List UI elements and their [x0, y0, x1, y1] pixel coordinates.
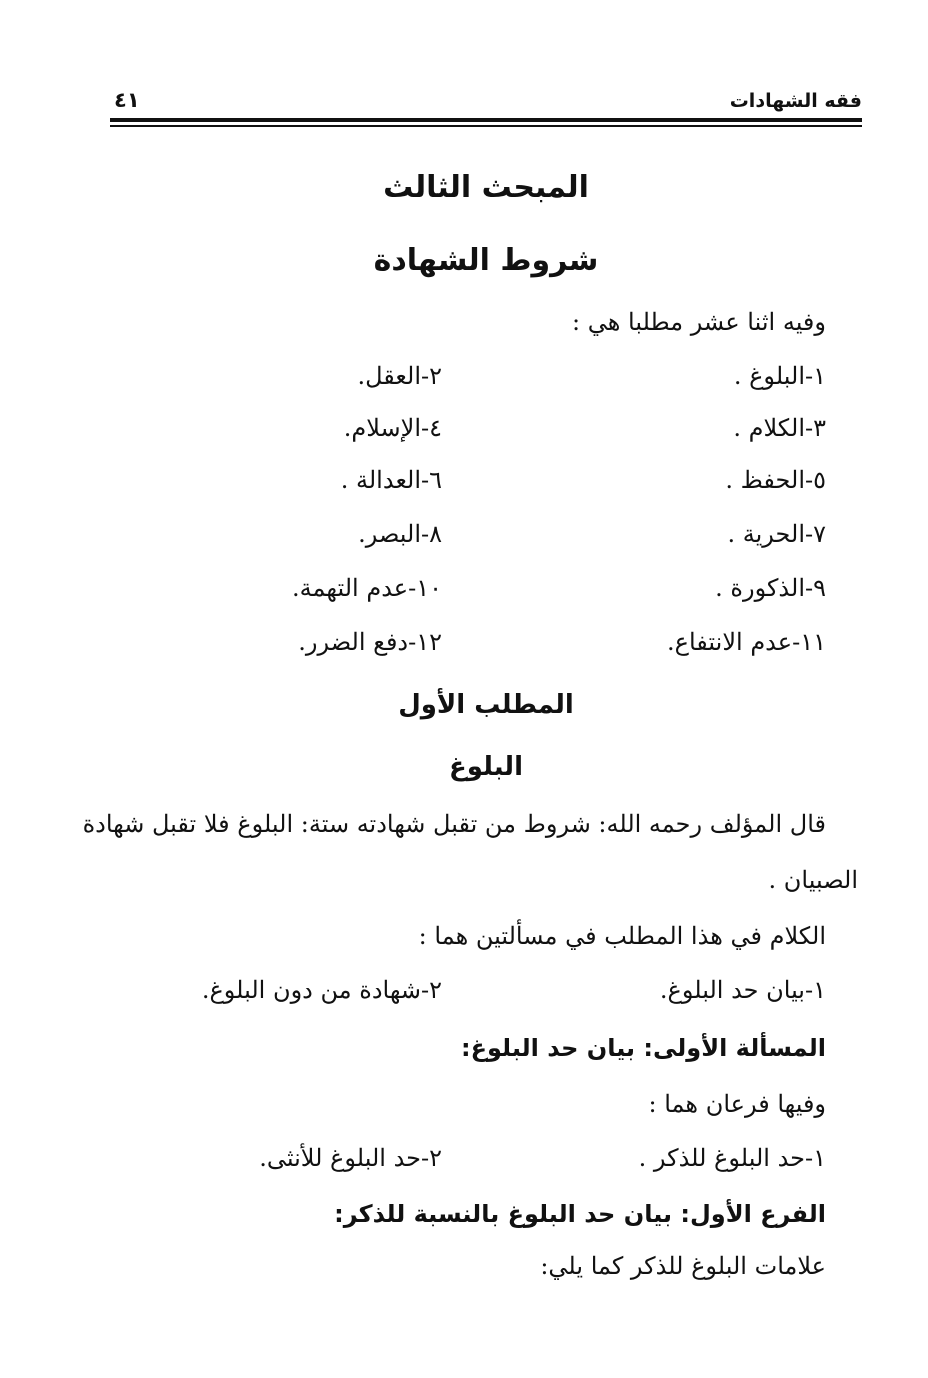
signs-intro: علامات البلوغ للذكر كما يلي:: [540, 1252, 826, 1280]
header-rule-thin: [110, 125, 862, 127]
condition-item: ٢-العقل.: [357, 362, 442, 390]
quote-line: قال المؤلف رحمه الله: شروط من تقبل شهادته ستة: البلوغ فلا تقبل شهادة: [82, 810, 826, 838]
quote-line: الصبيان .: [768, 866, 858, 894]
issue-item: ٢-شهادة من دون البلوغ.: [201, 976, 442, 1004]
discussion-intro: الكلام في هذا المطلب في مسألتين هما :: [418, 922, 826, 950]
book-title: فقه الشهادات: [729, 90, 862, 112]
intro-line: وفيه اثنا عشر مطلبا هي :: [572, 308, 826, 336]
matlab-title: المطلب الأول: [398, 690, 574, 720]
issue1-title: المسألة الأولى: بيان حد البلوغ:: [461, 1034, 826, 1062]
condition-item: ١٠-عدم التهمة.: [292, 574, 442, 602]
section-title: المبحث الثالث: [383, 170, 589, 205]
condition-item: ١٢-دفع الضرر.: [298, 628, 442, 656]
condition-item: ٣-الكلام .: [733, 414, 826, 442]
section-subtitle: شروط الشهادة: [373, 243, 599, 278]
condition-item: ٧-الحرية .: [727, 520, 826, 548]
condition-item: ٨-البصر.: [358, 520, 442, 548]
condition-item: ٩-الذكورة .: [715, 574, 826, 602]
condition-item: ٥-الحفظ .: [725, 466, 826, 494]
issue-item: ١-بيان حد البلوغ.: [659, 976, 826, 1004]
running-header: [110, 86, 862, 116]
condition-item: ٤-الإسلام.: [343, 414, 442, 442]
condition-item: ٦-العدالة .: [340, 466, 442, 494]
branch-item: ٢-حد البلوغ للأنثى.: [259, 1144, 442, 1172]
branch-item: ١-حد البلوغ للذكر .: [638, 1144, 826, 1172]
condition-item: ١١-عدم الانتفاع.: [667, 628, 826, 656]
branches-intro: وفيها فرعان هما :: [648, 1090, 826, 1118]
branch1-title: الفرع الأول: بيان حد البلوغ بالنسبة للذكر:: [334, 1200, 826, 1228]
condition-item: ١-البلوغ .: [733, 362, 826, 390]
page-number: ٤١: [114, 88, 140, 112]
header-rule-thick: [110, 118, 862, 122]
matlab-subtitle: البلوغ: [449, 752, 523, 782]
